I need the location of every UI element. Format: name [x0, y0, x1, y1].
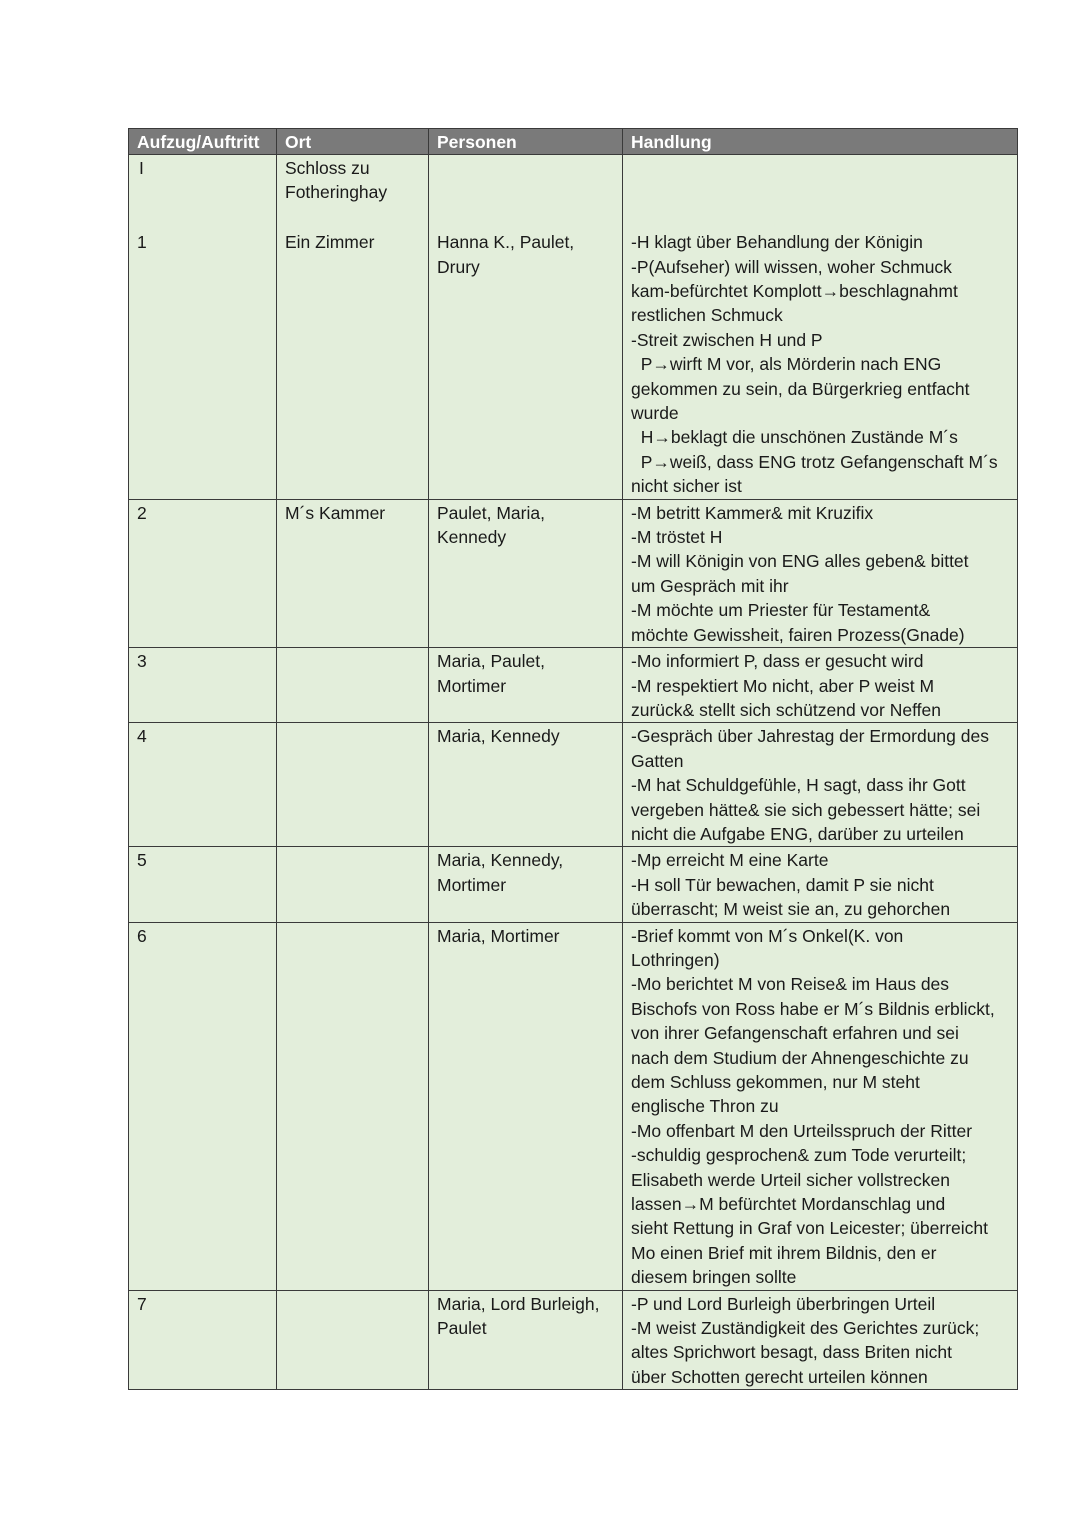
personen-line: Maria, Kennedy [437, 726, 560, 747]
table-header-row [129, 129, 1018, 155]
table-row [129, 1290, 1018, 1390]
cell-handlung [623, 1290, 1018, 1390]
handlung-line: P→weiß, dass ENG trotz Gefangenschaft M´s [631, 451, 998, 472]
handlung-line: -schuldig gesprochen& zum Tode verurteilt; [631, 1145, 967, 1166]
personen-line: Paulet, Maria, [437, 502, 545, 523]
handlung-line: diesem bringen sollte [631, 1267, 797, 1288]
cell-aufzug: 5 [129, 847, 277, 922]
personen-line: Mortimer [437, 675, 507, 696]
handlung-line: gekommen zu sein, da Bürgerkrieg entfacht [631, 378, 970, 399]
cell-ort [277, 847, 429, 922]
handlung-line: H→beklagt die unschönen Zustände M´s [631, 427, 958, 448]
table-row [129, 723, 1018, 847]
handlung-line: altes Sprichwort besagt, dass Briten nicht [631, 1342, 952, 1363]
handlung-line: Mo einen Brief mit ihrem Bildnis, den er [631, 1242, 937, 1263]
cell-personen [429, 229, 623, 499]
handlung-line: -P(Aufseher) will wissen, woher Schmuck [631, 256, 952, 277]
handlung-line: Gatten [631, 750, 684, 771]
personen-line: Paulet [437, 1318, 487, 1339]
handlung-line: Elisabeth werde Urteil sicher vollstrecken [631, 1169, 951, 1190]
handlung-line: nicht die Aufgabe ENG, darüber zu urteilen [631, 823, 964, 844]
handlung-line: um Gespräch mit ihr [631, 575, 789, 596]
cell-personen [429, 922, 623, 1290]
scene-table [128, 128, 1018, 1390]
handlung-line: -H soll Tür bewachen, damit P sie nicht [631, 874, 934, 895]
header-ort: Ort [277, 129, 429, 155]
header-personen: Personen [429, 129, 623, 155]
personen-line: Kennedy [437, 527, 507, 548]
personen-line: Maria, Mortimer [437, 925, 560, 946]
cell-ort [277, 155, 429, 230]
handlung-line: -M hat Schuldgefühle, H sagt, dass ihr Gott [631, 775, 966, 796]
cell-ort [277, 229, 429, 499]
cell-aufzug: 6 [129, 922, 277, 1290]
handlung-line: sieht Rettung in Graf von Leicester; überreicht [631, 1218, 988, 1239]
handlung-line: -M tröstet H [631, 527, 723, 548]
handlung-line: -Mo offenbart M den Urteilsspruch der Ritter [631, 1120, 973, 1141]
spacer [437, 156, 616, 180]
handlung-line: -M betritt Kammer& mit Kruzifix [631, 502, 874, 523]
handlung-line: Bischofs von Ross habe er M´s Bildnis erblickt, [631, 998, 995, 1019]
handlung-line: -Brief kommt von M´s Onkel(K. von [631, 925, 904, 946]
handlung-line: -H klagt über Behandlung der Königin [631, 232, 923, 253]
handlung-line: über Schotten gerecht urteilen können [631, 1366, 928, 1387]
personen-line: Maria, Kennedy, [437, 850, 564, 871]
cell-aufzug: 3 [129, 648, 277, 723]
table-row [129, 229, 1018, 499]
spacer [631, 156, 1011, 180]
personen-line: Hanna K., Paulet, [437, 232, 575, 253]
spacer [285, 205, 422, 229]
handlung-line: zurück& stellt sich schützend vor Neffen [631, 699, 941, 720]
handlung-line: -Mo informiert P, dass er gesucht wird [631, 651, 924, 672]
handlung-line: -Mo berichtet M von Reise& im Haus des [631, 974, 950, 995]
ort-line: M´s Kammer [285, 502, 386, 523]
personen-line: Mortimer [437, 874, 507, 895]
table-row [129, 499, 1018, 647]
cell-personen [429, 847, 623, 922]
cell-personen [429, 499, 623, 647]
handlung-line: -M weist Zuständigkeit des Gerichtes zurück; [631, 1318, 980, 1339]
handlung-line: P→wirft M vor, als Mörderin nach ENG [631, 354, 942, 375]
handlung-line: -M respektiert Mo nicht, aber P weist M [631, 675, 935, 696]
header-handlung: Handlung [623, 129, 1018, 155]
ort-line: Fotheringhay [285, 182, 388, 203]
handlung-line: wurde [631, 403, 679, 424]
cell-handlung [623, 723, 1018, 847]
cell-ort [277, 922, 429, 1290]
table-row [129, 922, 1018, 1290]
handlung-line: vergeben hätte& sie sich gebessert hätte; sei [631, 799, 981, 820]
handlung-line: -P und Lord Burleigh überbringen Urteil [631, 1293, 936, 1314]
cell-aufzug: I [129, 155, 277, 230]
cell-aufzug: 7 [129, 1290, 277, 1390]
handlung-line: -M will Königin von ENG alles geben& bittet [631, 551, 969, 572]
handlung-line: dem Schluss gekommen, nur M steht [631, 1072, 920, 1093]
cell-handlung [623, 229, 1018, 499]
cell-handlung [623, 847, 1018, 922]
cell-ort [277, 723, 429, 847]
cell-handlung [623, 922, 1018, 1290]
handlung-line: nicht sicher ist [631, 476, 742, 497]
header-aufzug: Aufzug/Auftritt [129, 129, 277, 155]
cell-handlung [623, 648, 1018, 723]
ort-line: Ein Zimmer [285, 232, 375, 253]
personen-line: Maria, Paulet, [437, 651, 545, 672]
cell-ort [277, 648, 429, 723]
cell-personen [429, 1290, 623, 1390]
cell-aufzug: 2 [129, 499, 277, 647]
table-row [129, 847, 1018, 922]
cell-ort [277, 1290, 429, 1390]
personen-line: Maria, Lord Burleigh, [437, 1293, 600, 1314]
handlung-line: -Streit zwischen H und P [631, 329, 823, 350]
handlung-line: möchte Gewissheit, fairen Prozess(Gnade) [631, 624, 965, 645]
personen-line: Drury [437, 256, 480, 277]
handlung-line: Lothringen) [631, 949, 720, 970]
cell-personen [429, 648, 623, 723]
table-row [129, 648, 1018, 723]
handlung-line: -M möchte um Priester für Testament& [631, 600, 931, 621]
cell-ort [277, 499, 429, 647]
handlung-line: englische Thron zu [631, 1096, 779, 1117]
handlung-line: von ihrer Gefangenschaft erfahren und sei [631, 1023, 959, 1044]
cell-aufzug: 4 [129, 723, 277, 847]
handlung-line: -Mp erreicht M eine Karte [631, 850, 829, 871]
handlung-line: lassen→M befürchtet Mordanschlag und [631, 1194, 946, 1215]
cell-personen [429, 155, 623, 230]
handlung-line: nach dem Studium der Ahnengeschichte zu [631, 1047, 969, 1068]
table-row [129, 155, 1018, 230]
handlung-line: -Gespräch über Jahrestag der Ermordung des [631, 726, 989, 747]
handlung-line: überrascht; M weist sie an, zu gehorchen [631, 899, 951, 920]
cell-aufzug: 1 [129, 229, 277, 499]
cell-personen [429, 723, 623, 847]
cell-handlung [623, 499, 1018, 647]
handlung-line: kam-befürchtet Komplott→beschlagnahmt [631, 281, 958, 302]
ort-line: Schloss zu [285, 158, 370, 178]
handlung-line: restlichen Schmuck [631, 305, 783, 326]
cell-handlung [623, 155, 1018, 230]
